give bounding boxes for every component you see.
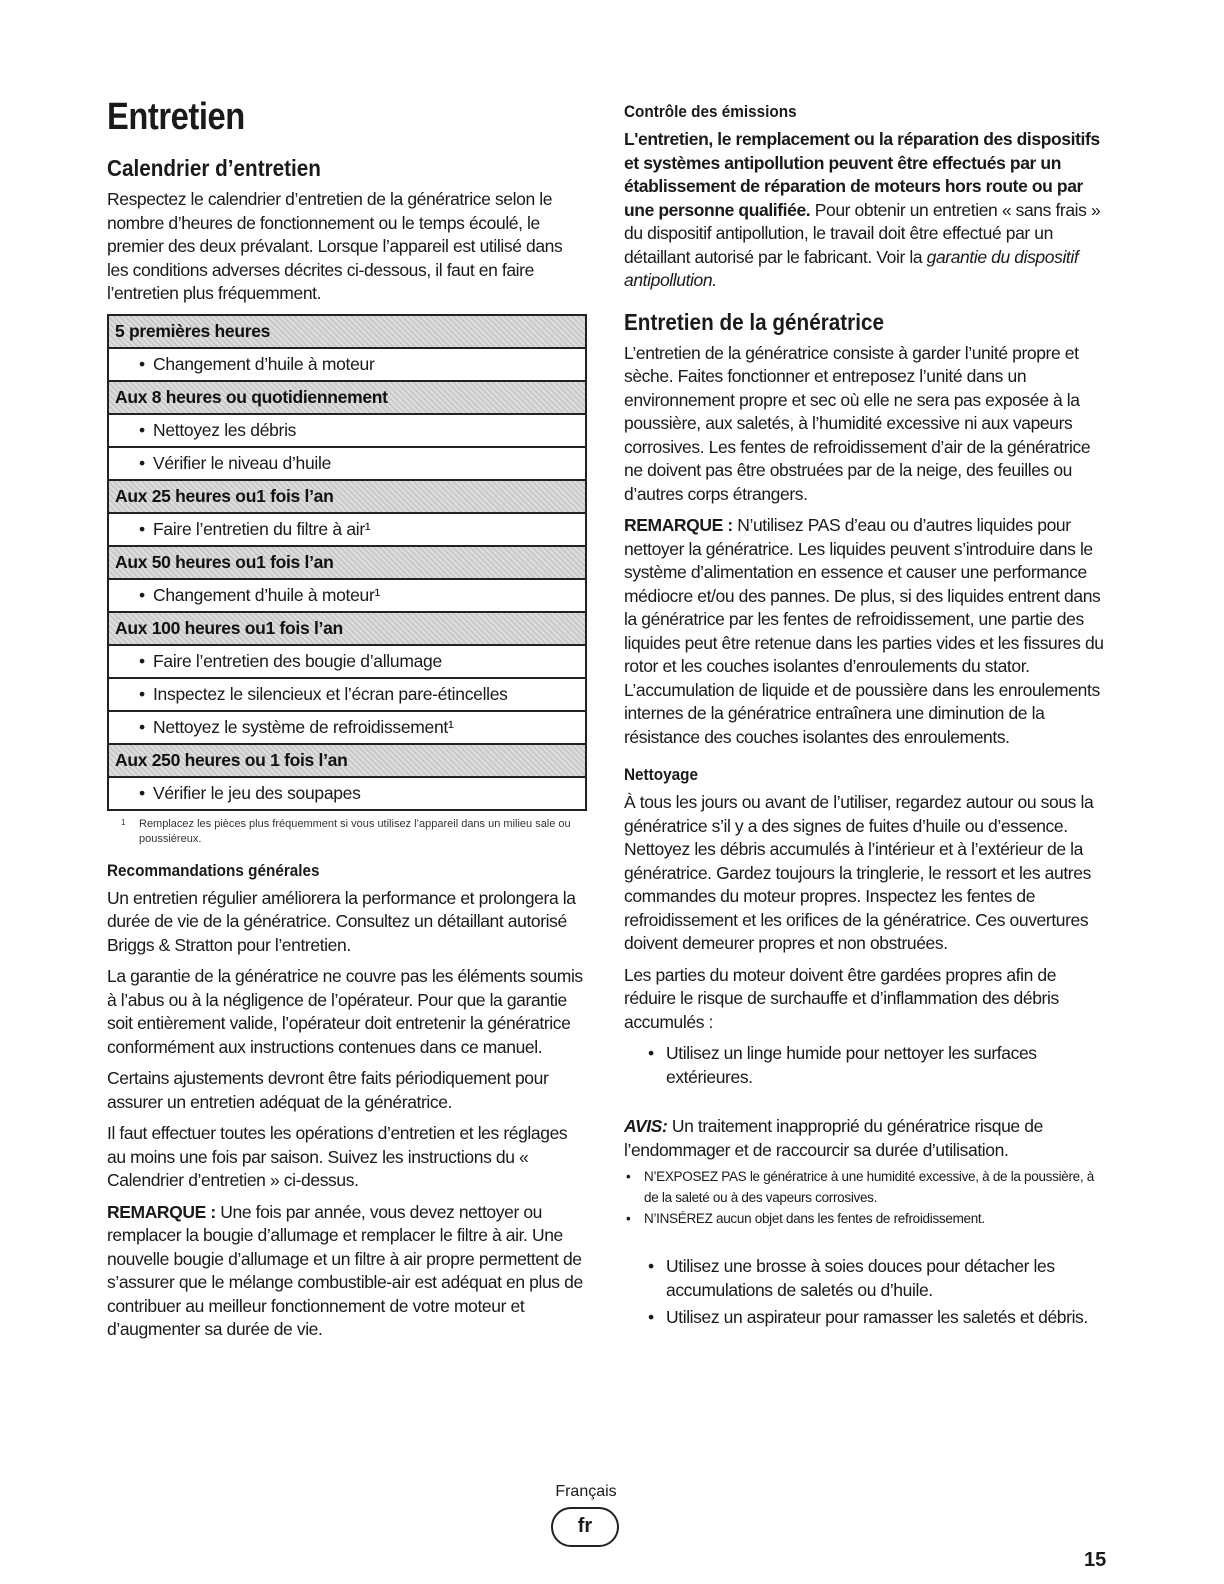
cleaning-paragraph-2: Les parties du moteur doivent être gardées propres afin de réduire le risque de surchauffe et d’inflammation des débris accumulés : xyxy=(624,964,1059,1032)
schedule-interval-label: Aux 25 heures ou1 fois l’an xyxy=(108,480,586,513)
maintenance-schedule-table xyxy=(107,314,587,811)
list-item: • Utilisez une brosse à soies douces pour détacher les accumulations de saletés ou d’huile. xyxy=(624,1255,1108,1302)
list-item: • Utilisez un aspirateur pour ramasser les saletés et débris. xyxy=(624,1306,1108,1330)
notice-list xyxy=(624,1166,1108,1229)
list-item: • N’EXPOSEZ PAS le génératrice à une humidité excessive, à de la poussière, à de la saleté ou à des vapeurs corrosives. xyxy=(624,1166,1108,1208)
schedule-task-row xyxy=(108,711,586,744)
schedule-interval-label: Aux 250 heures ou 1 fois l’an xyxy=(108,744,586,777)
right-note: REMARQUE : N’utilisez PAS d’eau ou d’autres liquides pour nettoyer la génératrice. Les liquides peuvent s’introduire dans le système d’alimentation en essence et causer une performance médiocre et/ou des pannes. De plus, si des liquides entrent dans la génératrice par les fentes de refroidissement, une partie des liquides peut être retenue dans les parties vides et les fissures du rotor et les couches isolantes d’enroulements du stator. L’accumulation de liquide et de poussière dans les enroulements internes de la génératrice entraînera une diminution de la résistance des couches isolantes des enroulements. xyxy=(624,515,1104,747)
general-paragraph-3: Certains ajustements devront être faits périodiquement pour assurer un entretien adéquat de la génératrice. xyxy=(107,1068,549,1112)
schedule-task-row xyxy=(108,348,586,381)
general-recommendations-heading: Recommandations générales xyxy=(107,860,320,880)
bullet-icon: • xyxy=(139,716,145,737)
right-column xyxy=(624,102,1108,1338)
schedule-interval-label: Aux 100 heures ou1 fois l’an xyxy=(108,612,586,645)
left-column xyxy=(107,96,587,1350)
schedule-task: • Changement d’huile à moteur xyxy=(108,348,586,381)
schedule-interval-row xyxy=(108,744,586,777)
schedule-interval-label: Aux 8 heures ou quotidiennement xyxy=(108,381,586,414)
schedule-task: • Faire l’entretien des bougie d’allumage xyxy=(108,645,586,678)
schedule-task-row xyxy=(108,513,586,546)
bullet-icon: • xyxy=(139,584,145,605)
schedule-intro: Respectez le calendrier d’entretien de la génératrice selon le nombre d’heures de fonctionnement ou le temps écoulé, le premier des deux prévalant. Lorsque l’appareil est utilisé dans les conditions adverses décrites ci-dessous, il faut en faire l’entretien plus fréquemment. xyxy=(107,189,563,303)
page-title: Entretien xyxy=(107,96,245,138)
list-item: • Utilisez un linge humide pour nettoyer les surfaces extérieures. xyxy=(624,1042,1108,1089)
footer-language: Français xyxy=(555,1483,617,1500)
schedule-task: • Vérifier le niveau d’huile xyxy=(108,447,586,480)
schedule-task-row xyxy=(108,678,586,711)
cleaning-list-2 xyxy=(624,1255,1108,1330)
language-badge: fr xyxy=(551,1507,619,1547)
schedule-interval-label: Aux 50 heures ou1 fois l’an xyxy=(108,546,586,579)
cleaning-list-1 xyxy=(624,1042,1108,1089)
note-label: REMARQUE : xyxy=(107,1201,216,1222)
schedule-interval-row xyxy=(108,546,586,579)
footnote-mark: 1 xyxy=(121,817,126,827)
emissions-heading: Contrôle des émissions xyxy=(624,102,797,121)
general-paragraph-4: Il faut effectuer toutes les opérations d’entretien et les réglages au moins une fois par saison. Suivez les instructions du « Calendrier d’entretien » ci-dessus. xyxy=(107,1123,568,1190)
left-note: REMARQUE : Une fois par année, vous devez nettoyer ou remplacer la bougie d’allumage et remplacer le filtre à air. Une nouvelle bougie d’allumage et un filtre à air propre permettent de s’assurer que le mélange combustible-air est adéquat en plus de contribuer au meilleur fonctionnement de votre moteur et d’augmenter sa durée de vie. xyxy=(107,1201,583,1339)
generator-maintenance-heading: Entretien de la génératrice xyxy=(624,308,885,335)
schedule-task-row xyxy=(108,645,586,678)
schedule-task: • Faire l’entretien du filtre à air¹ xyxy=(108,513,586,546)
schedule-interval-row xyxy=(108,612,586,645)
bullet-icon: • xyxy=(139,353,145,374)
schedule-interval-row xyxy=(108,315,586,348)
cleaning-paragraph-1: À tous les jours ou avant de l’utiliser, regardez autour ou sous la génératrice s’il y a des signes de fuites d’huile ou d’essence. Nettoyez les débris accumulés à l’intérieur et à l’extérieur de la génératrice. Gardez toujours la tringlerie, le ressort et les autres commandes du moteur propres. Inspectez les fentes de refroidissement et les orifices de la génératrice. Ces ouvertures doivent demeurer propres et non obstruées. xyxy=(624,792,1094,953)
notice-label: AVIS: xyxy=(624,1116,668,1136)
bullet-icon: • xyxy=(139,452,145,473)
bullet-icon: • xyxy=(139,782,145,803)
page-number: 15 xyxy=(1084,1549,1107,1571)
schedule-task: • Vérifier le jeu des soupapes xyxy=(108,777,586,810)
emissions-paragraph: L'entretien, le remplacement ou la réparation des dispositifs et systèmes antipollution peuvent être effectués par un établissement de réparation de moteurs hors route ou par une personne qualifiée. Pour obtenir un entretien « sans frais » du dispositif antipollution, le travail doit être effectué par un détaillant autorisé par le fabricant. Voir la garantie du dispositif antipollution. xyxy=(624,129,1101,290)
schedule-task-row xyxy=(108,579,586,612)
schedule-task: • Nettoyez les débris xyxy=(108,414,586,447)
general-paragraph-2: La garantie de la génératrice ne couvre pas les éléments soumis à l’abus ou à la négligence de l’opérateur. Pour que la garantie soit entièrement valide, l’opérateur doit entretenir la génératrice conformément aux instructions contenues dans ce manuel. xyxy=(107,966,583,1057)
schedule-interval-row xyxy=(108,480,586,513)
note-label: REMARQUE : xyxy=(624,515,733,535)
schedule-heading: Calendrier d’entretien xyxy=(107,155,321,181)
list-item: • N’INSÉREZ aucun objet dans les fentes de refroidissement. xyxy=(624,1208,1108,1229)
bullet-icon: • xyxy=(139,419,145,440)
schedule-interval-label: 5 premières heures xyxy=(108,315,586,348)
schedule-task: • Inspectez le silencieux et l’écran pare-étincelles xyxy=(108,678,586,711)
general-paragraph-1: Un entretien régulier améliorera la performance et prolongera la durée de vie de la génératrice. Consultez un détaillant autorisé Briggs & Stratton pour l’entretien. xyxy=(107,887,576,955)
schedule-task: • Changement d’huile à moteur¹ xyxy=(108,579,586,612)
schedule-task-row xyxy=(108,777,586,810)
cleaning-heading: Nettoyage xyxy=(624,765,698,784)
bullet-icon: • xyxy=(139,683,145,704)
schedule-task-row xyxy=(108,447,586,480)
notice-paragraph: AVIS: Un traitement inapproprié du génératrice risque de l’endommager et de raccourcir sa durée d’utilisation. xyxy=(624,1116,1043,1160)
generator-paragraph: L’entretien de la génératrice consiste à garder l’unité propre et sèche. Faites fonctionner et entreposez l’unité dans un environnement propre et sec où elle ne sera pas exposée à la poussière, aux saletés, à l’humidité excessive ni aux vapeurs corrosives. Les fentes de refroidissement d’air de la génératrice ne doivent pas être obstruées par de la neige, des feuilles ou d’autres corps étrangers. xyxy=(624,342,1091,504)
schedule-interval-row xyxy=(108,381,586,414)
schedule-task-row xyxy=(108,414,586,447)
bullet-icon: • xyxy=(139,650,145,671)
bullet-icon: • xyxy=(139,518,145,539)
schedule-task: • Nettoyez le système de refroidissement¹ xyxy=(108,711,586,744)
table-footnote: 1 Remplacez les pièces plus fréquemment si vous utilisez l’appareil dans un milieu sale ou poussiéreux. xyxy=(139,817,587,847)
